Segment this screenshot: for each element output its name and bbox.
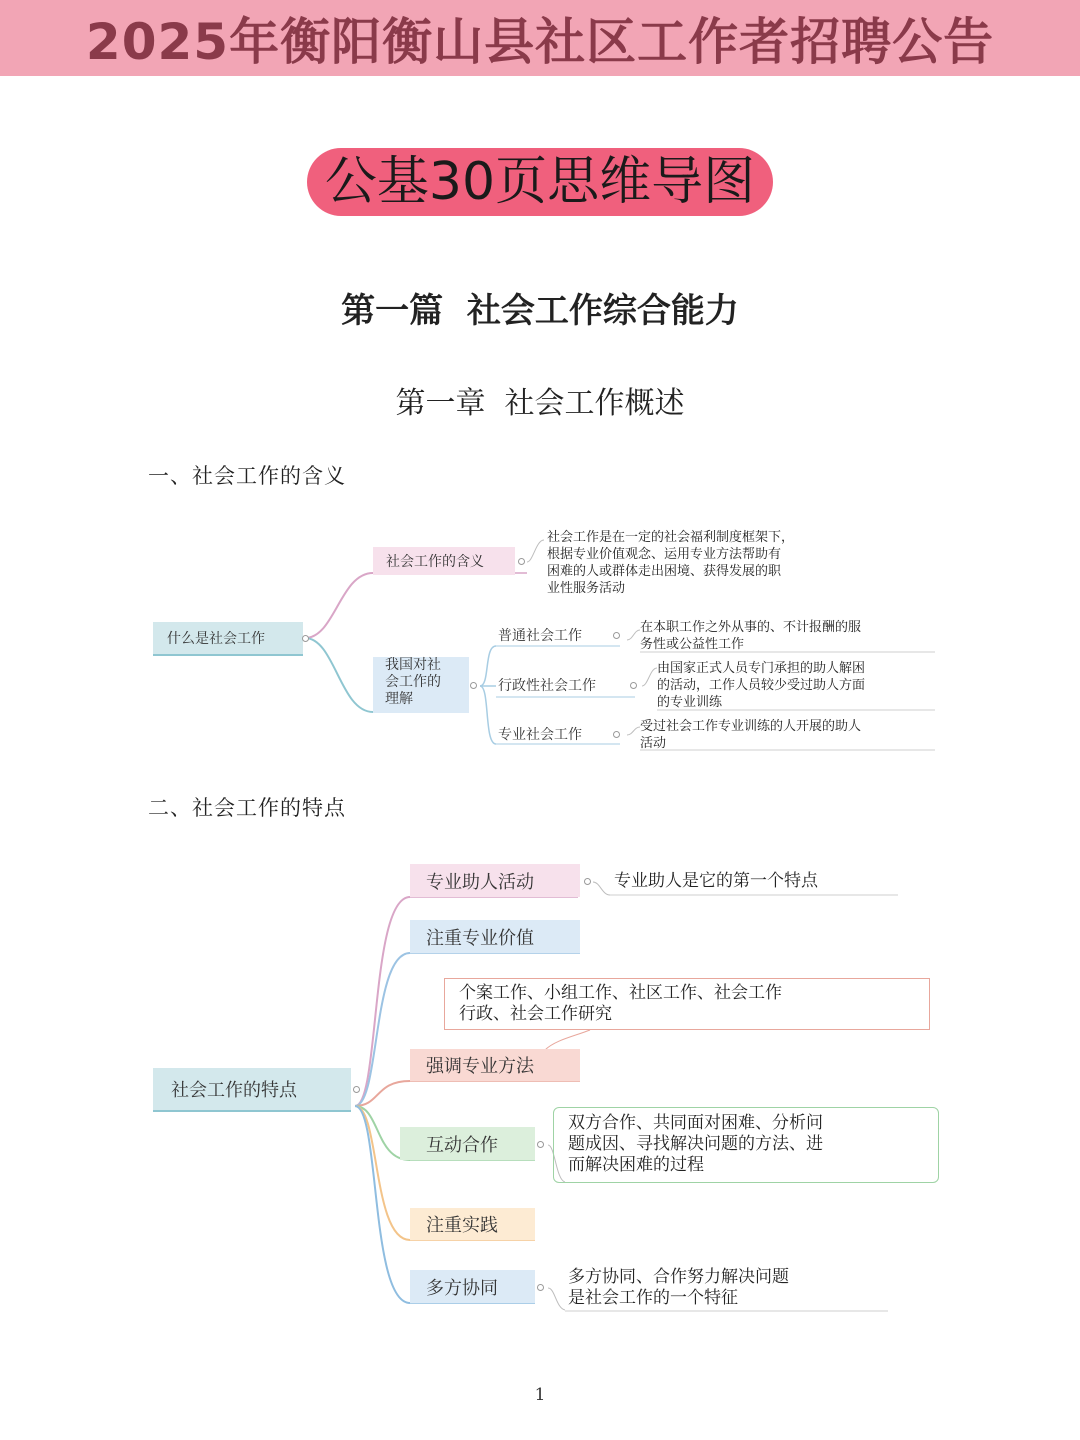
section1-heading: 一、社会工作的含义	[148, 464, 346, 488]
chapter-title: 第一章 社会工作概述	[395, 386, 685, 421]
s1-item-administrative-desc: 由国家正式人员专门承担的助人解困 的活动，工作人员较少受过助人方面 的专业训练	[657, 661, 866, 710]
s2-item-values: 注重专业价值	[410, 920, 580, 953]
collapse-toggle-icon[interactable]	[302, 635, 309, 642]
s1-meaning-desc: 社会工作是在一定的社会福利制度框架下， 根据专业价值观念、运用专业方法帮助有 困难的人或群体走出困境、获得发展的职 业性服务活动	[547, 530, 795, 596]
s1-root-node	[153, 622, 303, 656]
section2-heading: 二、社会工作的特点	[148, 796, 346, 820]
s1-root-label: 什么是社会工作	[167, 631, 265, 647]
s2-item-collaboration: 多方协同	[410, 1270, 535, 1303]
s2-item-collaboration-desc: 多方协同、合作努力解决问题 是社会工作的一个特征	[568, 1267, 789, 1308]
s1-meaning-node	[373, 547, 515, 575]
s1-item-ordinary: 普通社会工作	[498, 628, 582, 644]
s2-root-node	[153, 1068, 351, 1112]
s2-item-interaction-desc: 双方合作、共同面对困难、分析问 题成因、寻找解决问题的方法、进 而解决困难的过程	[553, 1107, 939, 1183]
s1-item-professional: 专业社会工作	[498, 727, 582, 743]
s1-item-professional-desc: 受过社会工作专业训练的人开展的助人 活动	[640, 719, 862, 751]
page-number: 1	[534, 1385, 546, 1405]
s2-item-methods: 强调专业方法	[410, 1049, 580, 1081]
s2-item-methods-desc: 个案工作、小组工作、社区工作、社会工作 行政、社会工作研究	[444, 978, 930, 1030]
collapse-toggle-icon[interactable]	[537, 1284, 544, 1291]
collapse-toggle-icon[interactable]	[630, 682, 637, 689]
s1-meaning-label: 社会工作的含义	[386, 554, 484, 570]
collapse-toggle-icon[interactable]	[613, 632, 620, 639]
part-title: 第一篇 社会工作综合能力	[341, 291, 739, 331]
s2-root-label: 社会工作的特点	[171, 1080, 297, 1101]
s2-item-helping: 专业助人活动	[410, 864, 580, 897]
s1-item-administrative: 行政性社会工作	[498, 678, 596, 694]
collapse-toggle-icon[interactable]	[537, 1141, 544, 1148]
collapse-toggle-icon[interactable]	[470, 682, 477, 689]
collapse-toggle-icon[interactable]	[518, 558, 525, 565]
collapse-toggle-icon[interactable]	[584, 878, 591, 885]
s2-item-interaction: 互动合作	[400, 1127, 535, 1160]
s2-item-helping-desc: 专业助人是它的第一个特点	[614, 871, 818, 891]
s2-item-practice: 注重实践	[410, 1208, 535, 1240]
banner-title: 2025年衡阳衡山县社区工作者招聘公告	[85, 13, 995, 71]
s1-understanding-node: 我国对社 会工作的 理解	[373, 657, 469, 713]
subtitle-pill: 公基30页思维导图	[307, 148, 773, 216]
collapse-toggle-icon[interactable]	[613, 731, 620, 738]
collapse-toggle-icon[interactable]	[353, 1086, 360, 1093]
s1-item-ordinary-desc: 在本职工作之外从事的、不计报酬的服 务性或公益性工作	[640, 620, 862, 652]
